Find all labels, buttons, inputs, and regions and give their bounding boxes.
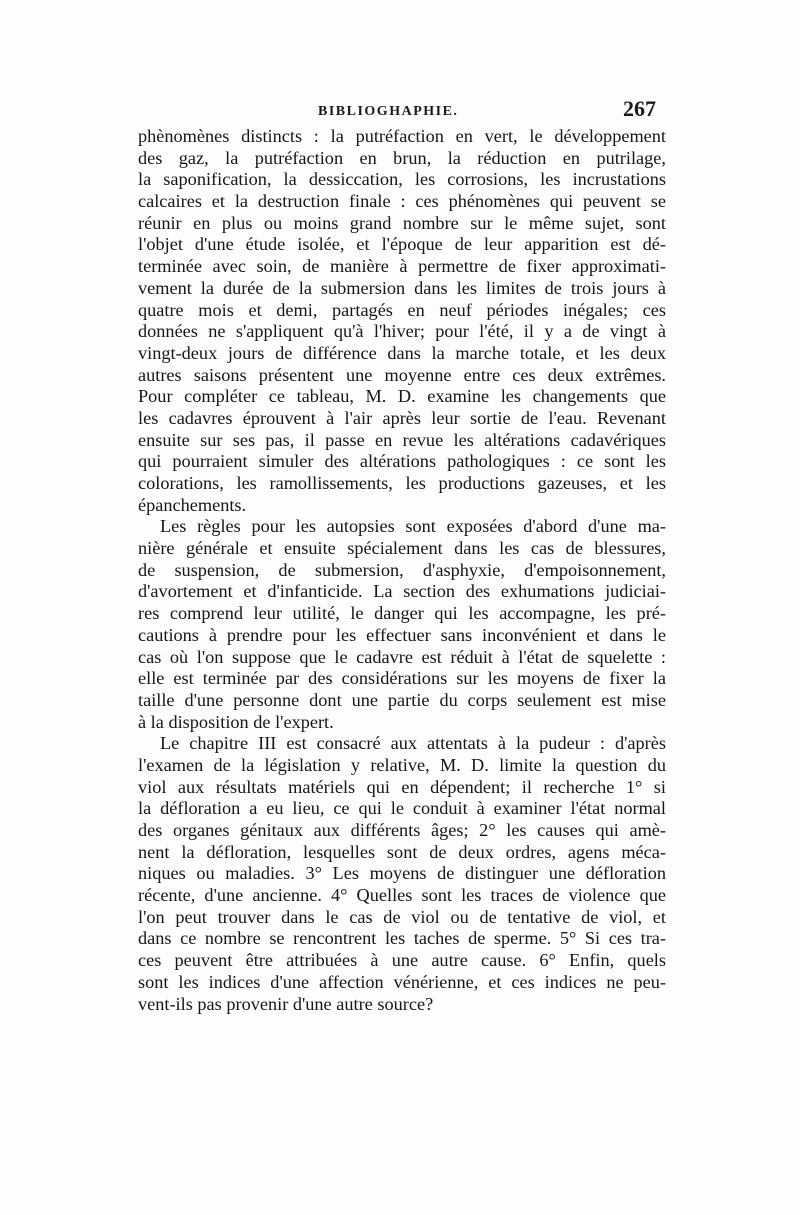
text-line: niques ou maladies. 3° Les moyens de distinguer une défloration xyxy=(138,863,666,884)
running-title: BIBLIOGHAPHIE. xyxy=(318,104,459,119)
text-line: ensuite sur ses pas, il passe en revue les altérations cadavériques xyxy=(138,429,666,450)
text-line: vement la durée de la submersion dans les limites de trois jours à xyxy=(138,277,666,298)
text-line: dans ce nombre se rencontrent les taches de sperme. 5° Si ces tra- xyxy=(138,928,666,949)
text-line: des organes génitaux aux différents âges; 2° les causes qui amè- xyxy=(138,820,666,840)
text-line: la saponification, la dessiccation, les corrosions, les incrustations xyxy=(138,169,666,190)
text-line: res comprend leur utilité, le danger qui les accompagne, les pré- xyxy=(138,603,666,624)
text-line: de suspension, de submersion, d'asphyxie, d'empoisonnement, xyxy=(138,559,666,580)
text-line: les cadavres éprouvent à l'air après leur sortie de l'eau. Revenant xyxy=(138,407,666,428)
text-line: elle est terminée par des considérations sur les moyens de fixer la xyxy=(138,668,666,689)
text-line: phènomènes distincts : la putréfaction en vert, le développement xyxy=(138,126,666,146)
text-line: nière générale et ensuite spécialement dans les cas de blessures, xyxy=(138,538,666,559)
text-line: récente, d'une ancienne. 4° Quelles sont les traces de violence que xyxy=(138,885,666,906)
text-line: Pour compléter ce tableau, M. D. examine les changements que xyxy=(138,386,666,407)
text-line: nent la défloration, lesquelles sont de deux ordres, agens méca- xyxy=(138,841,666,862)
text-line: l'objet d'une étude isolée, et l'époque de leur apparition est dé- xyxy=(138,234,666,255)
text-line: vingt-deux jours de différence dans la marche totale, et les deux xyxy=(138,342,666,363)
text-line: données ne s'appliquent qu'à l'hiver; pour l'été, il y a de vingt à xyxy=(138,321,666,342)
text-line: d'avortement et d'infanticide. La section des exhumations judiciai- xyxy=(138,581,666,602)
text-line: colorations, les ramollissements, les productions gazeuses, et les xyxy=(138,473,666,493)
text-line: Les règles pour les autopsies sont exposées d'abord d'une ma- xyxy=(160,516,666,537)
page-number: 267 xyxy=(623,96,656,121)
text-line: ces peuvent être attribuées à une autre cause. 6° Enfin, quels xyxy=(138,950,666,971)
text-line: vent-ils pas provenir d'une autre source? xyxy=(138,993,434,1014)
text-line: qui pourraient simuler des altérations pathologiques : ce sont les xyxy=(138,451,666,472)
text-line: la défloration a eu lieu, ce qui le conduit à examiner l'état normal xyxy=(138,798,666,819)
text-line: autres saisons présentent une moyenne entre ces deux extrêmes. xyxy=(138,364,666,385)
text-line: à la disposition de l'expert. xyxy=(138,711,334,732)
text-line: terminée avec soin, de manière à permettre de fixer approximati- xyxy=(138,256,666,277)
text-line: sont les indices d'une affection vénérienne, et ces indices ne peu- xyxy=(138,971,666,992)
text-line: viol aux résultats matériels qui en dépendent; il recherche 1° si xyxy=(138,776,666,797)
text-line: cautions à prendre pour les effectuer sans inconvénient et dans le xyxy=(138,624,666,645)
text-line: quatre mois et demi, partagés en neuf périodes inégales; ces xyxy=(138,299,666,320)
text-line: réunir en plus ou moins grand nombre sur le même sujet, sont xyxy=(138,212,666,233)
text-line: des gaz, la putréfaction en brun, la réduction en putrilage, xyxy=(138,147,666,168)
text-line: l'on peut trouver dans le cas de viol ou de tentative de viol, et xyxy=(138,906,666,927)
text-line: Le chapitre III est consacré aux attentats à la pudeur : d'après xyxy=(160,733,666,754)
text-line: épanchements. xyxy=(138,494,247,515)
text-line: taille d'une personne dont une partie du corps seulement est mise xyxy=(138,689,666,710)
text-line: l'examen de la législation y relative, M. D. limite la question du xyxy=(138,754,666,775)
text-line: cas où l'on suppose que le cadavre est réduit à l'état de squelette : xyxy=(138,646,666,667)
text-line: calcaires et la destruction finale : ces phénomènes qui peuvent se xyxy=(138,191,666,212)
page-header xyxy=(138,96,658,126)
body-text xyxy=(138,126,666,1015)
